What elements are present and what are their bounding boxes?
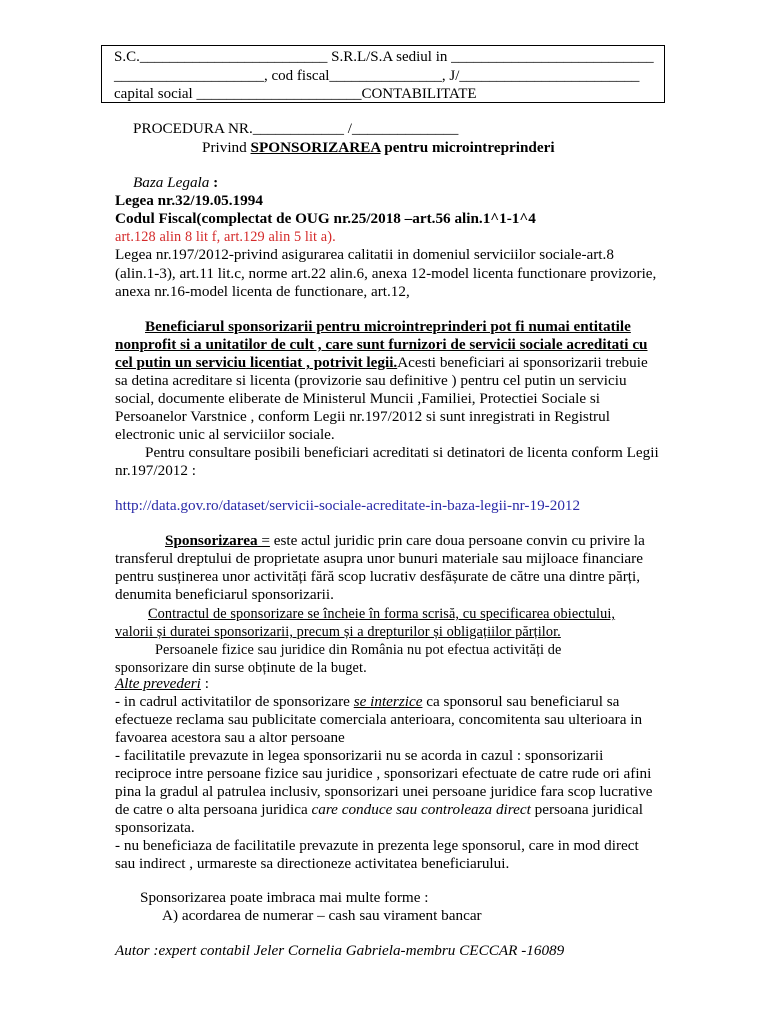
beneficiary-bold-line: cel putin un serviciu licentiat , potrivit legii.Acesti beneficiari ai sponsorizarii trebuie <box>115 354 648 371</box>
other-provision-line: sponsorizata. <box>115 819 195 836</box>
fiscal-code-reference: Codul Fiscal(complectat de OUG nr.25/2018 –art.56 alin.1^1-1^4 <box>115 210 536 227</box>
other-provision-line: de catre o alta persoana juridica care conduce sau controleaza direct persoana juridical <box>115 801 643 818</box>
public-funds-line: Persoanele fizice sau juridice din România nu pot efectua activități de <box>155 642 562 658</box>
other-provision-line: - facilitatile prevazute in legea sponsorizarii nu se acorda in cazul : sponsorizarii <box>115 747 604 764</box>
header-line-capital: capital social ______________________CONTABILITATE <box>114 86 477 103</box>
other-provision-line: sau indirect , urmareste sa directioneze activitatea beneficiarului. <box>115 855 510 872</box>
contract-form-line: valorii și duratei sponsorizarii, precum și a drepturilor și obligațiilor părților. <box>115 624 561 640</box>
beneficiary-text-line: sa detina acreditare si licenta (provizorie sau definitive ) pentru cel putin un serviciu <box>115 372 627 389</box>
other-provision-line: efectueze reclama sau publicitate comerciala anterioara, concomitenta sau ulterioara in <box>115 711 643 728</box>
law-197-line: anexa nr.16-model licenta de functionare, art.12, <box>115 283 410 300</box>
beneficiary-text-line: Persoanelor Varstnice , conform Legii nr.197/2012 si sunt inregistrati in Registrul <box>115 408 610 425</box>
other-provisions-heading: Alte prevederi : <box>115 675 209 692</box>
other-provision-line: pina la gradul al patrulea inclusiv, sponsorizari unei persoane juridice fara scop lucrative <box>115 783 653 800</box>
public-funds-line: sponsorizare din surse obținute de la buget. <box>115 660 367 676</box>
company-header-box <box>101 45 665 103</box>
sponsorship-definition-line: Sponsorizarea = este actul juridic prin care doua persoane convin cu privire la <box>165 532 645 549</box>
sponsorship-definition-line: transferul dreptului de proprietate asupra unor bunuri materiale sau mijloace financiare <box>115 550 643 567</box>
legal-basis-heading: Baza Legala : <box>133 174 219 191</box>
procedure-subject: Privind SPONSORIZAREA pentru microintreprinderi <box>202 139 555 156</box>
sponsorship-definition-line: denumita beneficiarul sponsorizarii. <box>115 586 334 603</box>
consult-text-line: Pentru consultare posibili beneficiari acreditati si detinatori de licenta conform Legii <box>145 444 659 461</box>
other-provision-line: favoarea acestora sau a altor persoane <box>115 729 345 746</box>
beneficiary-text-line: social, documente eliberate de Ministerul Muncii ,Familiei, Protectiei Sociale si <box>115 390 601 407</box>
forbidden-term: se interzice <box>353 693 423 710</box>
accredited-services-link[interactable]: http://data.gov.ro/dataset/servicii-sociale-acreditate-in-baza-legii-nr-19-2012 <box>115 497 581 514</box>
other-provision-line: reciproce intre persoane fizice sau juridice , sponsorizari efectuate de catre rude ori afini <box>115 765 652 782</box>
law-197-line: (alin.1-3), art.11 lit.c, norme art.22 alin.6, anexa 12-model licenta functionare provizorie, <box>115 265 657 282</box>
contract-form-line: Contractul de sponsorizare se încheie în forma scrisă, cu specificarea obiectului, <box>148 606 616 622</box>
procedure-number: PROCEDURA NR.____________ /______________ <box>133 120 459 137</box>
beneficiary-text-line: electronic unic al serviciilor sociale. <box>115 426 335 443</box>
law-32-1994: Legea nr.32/19.05.1994 <box>115 192 263 209</box>
sponsorship-definition-line: pentru susținerea unor activități fără scop lucrativ desfășurate de către una dintre părți, <box>115 568 641 585</box>
subject-term: SPONSORIZAREA <box>250 139 381 156</box>
fiscal-code-articles: art.128 alin 8 lit f, art.129 alin 5 lit a). <box>115 229 336 245</box>
header-line-fiscal: ____________________, cod fiscal_______________, J/________________________ <box>114 67 640 84</box>
other-provision-line: - in cadrul activitatilor de sponsorizare se interzice ca sponsorul sau beneficiarul sa <box>115 693 620 710</box>
form-a-cash: A) acordarea de numerar – cash sau virament bancar <box>162 907 482 924</box>
consult-text-line: nr.197/2012 : <box>115 462 197 479</box>
sponsorship-term: Sponsorizarea <box>165 532 258 549</box>
other-provision-line: - nu beneficiaza de facilitatile prevazute in prezenta lege sponsorul, care in mod direct <box>115 837 639 854</box>
beneficiary-bold-line: Beneficiarul sponsorizarii pentru microintreprinderi pot fi numai entitatile <box>145 318 631 335</box>
law-197-line: Legea nr.197/2012-privind asigurarea calitatii in domeniul serviciilor sociale-art.8 <box>115 246 614 263</box>
header-line-company: S.C._________________________ S.R.L/S.A sediul in ___________________________ <box>114 49 654 65</box>
forms-intro: Sponsorizarea poate imbraca mai multe forme : <box>140 889 429 906</box>
beneficiary-bold-line: nonprofit si a unitatilor de cult , care sunt furnizori de servicii sociale acreditati cu <box>115 336 648 353</box>
author-footer: Autor :expert contabil Jeler Cornelia Gabriela-membru CECCAR -16089 <box>115 942 565 959</box>
